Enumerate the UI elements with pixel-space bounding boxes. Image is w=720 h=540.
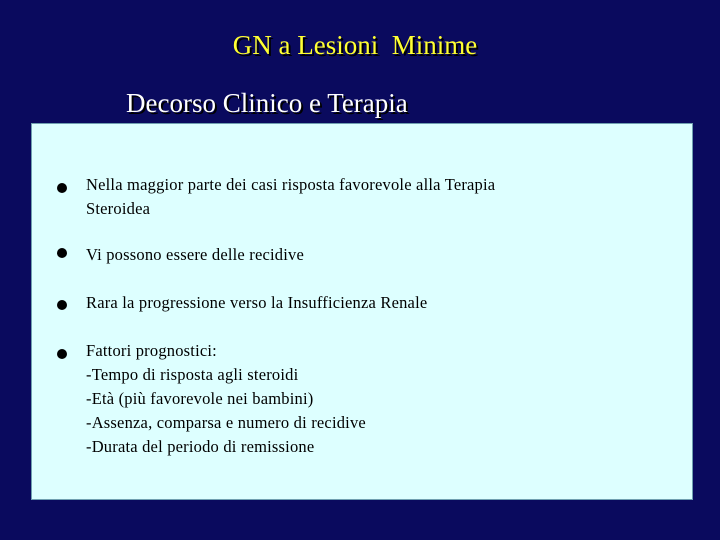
bullet-dot-icon: [57, 183, 67, 193]
bullet-text-line: Vi possono essere delle recidive: [86, 245, 305, 264]
bullet-text-line: Fattori prognostici:: [86, 341, 217, 360]
bullet-dot-icon: [57, 349, 67, 359]
slide-subtitle: Decorso Clinico e Terapia: [126, 88, 408, 118]
slide-title: GN a Lesioni Minime: [232, 30, 478, 60]
bullet-dot-icon: [57, 248, 67, 258]
bullet-text-line: -Età (più favorevole nei bambini): [86, 389, 314, 408]
bullet-dot-icon: [57, 300, 67, 310]
bullet-text-line: Nella maggior parte dei casi risposta favorevole alla Terapia: [86, 175, 496, 194]
bullet-item: [86, 243, 304, 267]
bullet-item: [86, 173, 495, 221]
bullet-text-line: -Assenza, comparsa e numero di recidive: [86, 413, 366, 432]
bullet-text-line: Steroidea: [86, 199, 151, 218]
bullet-text-line: -Tempo di risposta agli steroidi: [86, 365, 299, 384]
bullet-text-line: -Durata del periodo di remissione: [86, 437, 315, 456]
bullet-item: [86, 339, 366, 459]
content-panel: [31, 123, 693, 500]
bullet-text-line: Rara la progressione verso la Insufficienza Renale: [86, 293, 428, 312]
bullet-item: [86, 291, 427, 315]
